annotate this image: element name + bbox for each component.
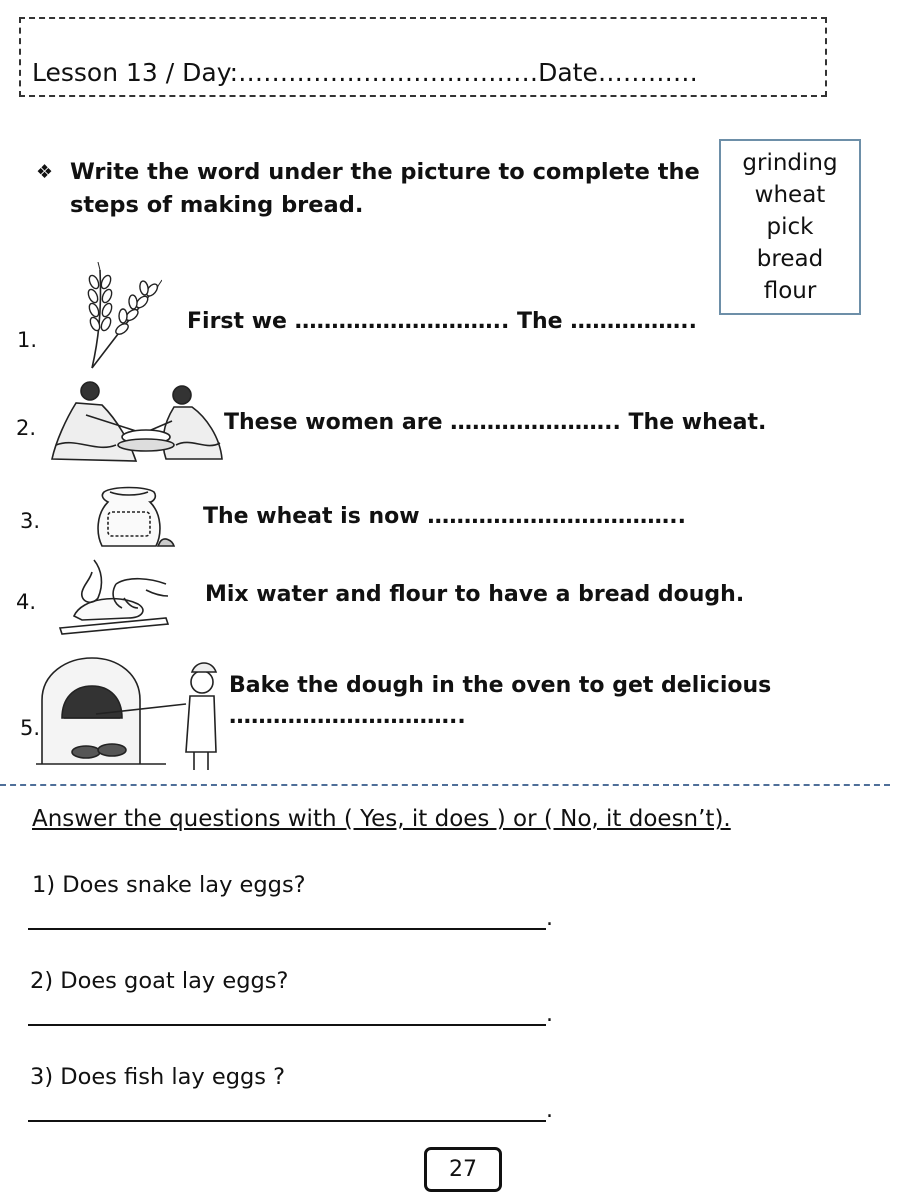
bullet-icon: ❖ xyxy=(36,161,54,183)
step-number: 5. xyxy=(20,716,41,740)
answer-period: . xyxy=(546,1002,553,1027)
women-grinding-icon xyxy=(46,379,226,465)
question-item: 3) Does fish lay eggs ? xyxy=(30,1064,286,1090)
step-5-text-line-1: Bake the dough in the oven to get delicious xyxy=(229,673,772,698)
step-number: 3. xyxy=(20,509,41,533)
wheat-stalks-icon xyxy=(78,262,162,370)
step-5-text-line-2: ………………………….. xyxy=(229,704,466,729)
answer-period: . xyxy=(546,906,553,931)
answer-period: . xyxy=(546,1098,553,1123)
word-bank-item: flour xyxy=(763,278,817,304)
word-bank-item: grinding xyxy=(742,150,838,176)
step-number: 4. xyxy=(16,590,37,614)
lesson-date-line: Lesson 13 / Day:………………………………Date………… xyxy=(32,58,698,87)
answer-line xyxy=(28,1120,546,1122)
step-2-text: These women are ………………….. The wheat. xyxy=(224,410,767,435)
step-number: 2. xyxy=(16,416,37,440)
instruction-line-1: Write the word under the picture to complete the xyxy=(70,159,700,185)
instruction xyxy=(36,156,716,226)
section-divider xyxy=(0,784,890,786)
kneading-dough-icon xyxy=(58,554,170,636)
step-3-text: The wheat is now …………………………….. xyxy=(203,504,686,529)
question-item: 2) Does goat lay eggs? xyxy=(30,968,289,994)
step-1-text: First we ……………………….. The …………….. xyxy=(187,309,697,334)
word-bank xyxy=(719,139,861,315)
word-bank-item: wheat xyxy=(754,182,826,208)
answer-line xyxy=(28,928,546,930)
step-4-text: Mix water and flour to have a bread dough. xyxy=(205,582,745,607)
questions-heading: Answer the questions with ( Yes, it does ) or ( No, it doesn’t). xyxy=(32,806,731,832)
page-number: 27 xyxy=(424,1147,502,1192)
word-bank-item: bread xyxy=(756,246,824,272)
flour-sack-icon xyxy=(92,484,176,550)
question-item: 1) Does snake lay eggs? xyxy=(32,872,306,898)
word-bank-item: pick xyxy=(766,214,814,240)
baker-oven-icon xyxy=(36,652,226,772)
answer-line xyxy=(28,1024,546,1026)
instruction-line-2: steps of making bread. xyxy=(70,192,364,218)
step-number: 1. xyxy=(17,328,38,352)
